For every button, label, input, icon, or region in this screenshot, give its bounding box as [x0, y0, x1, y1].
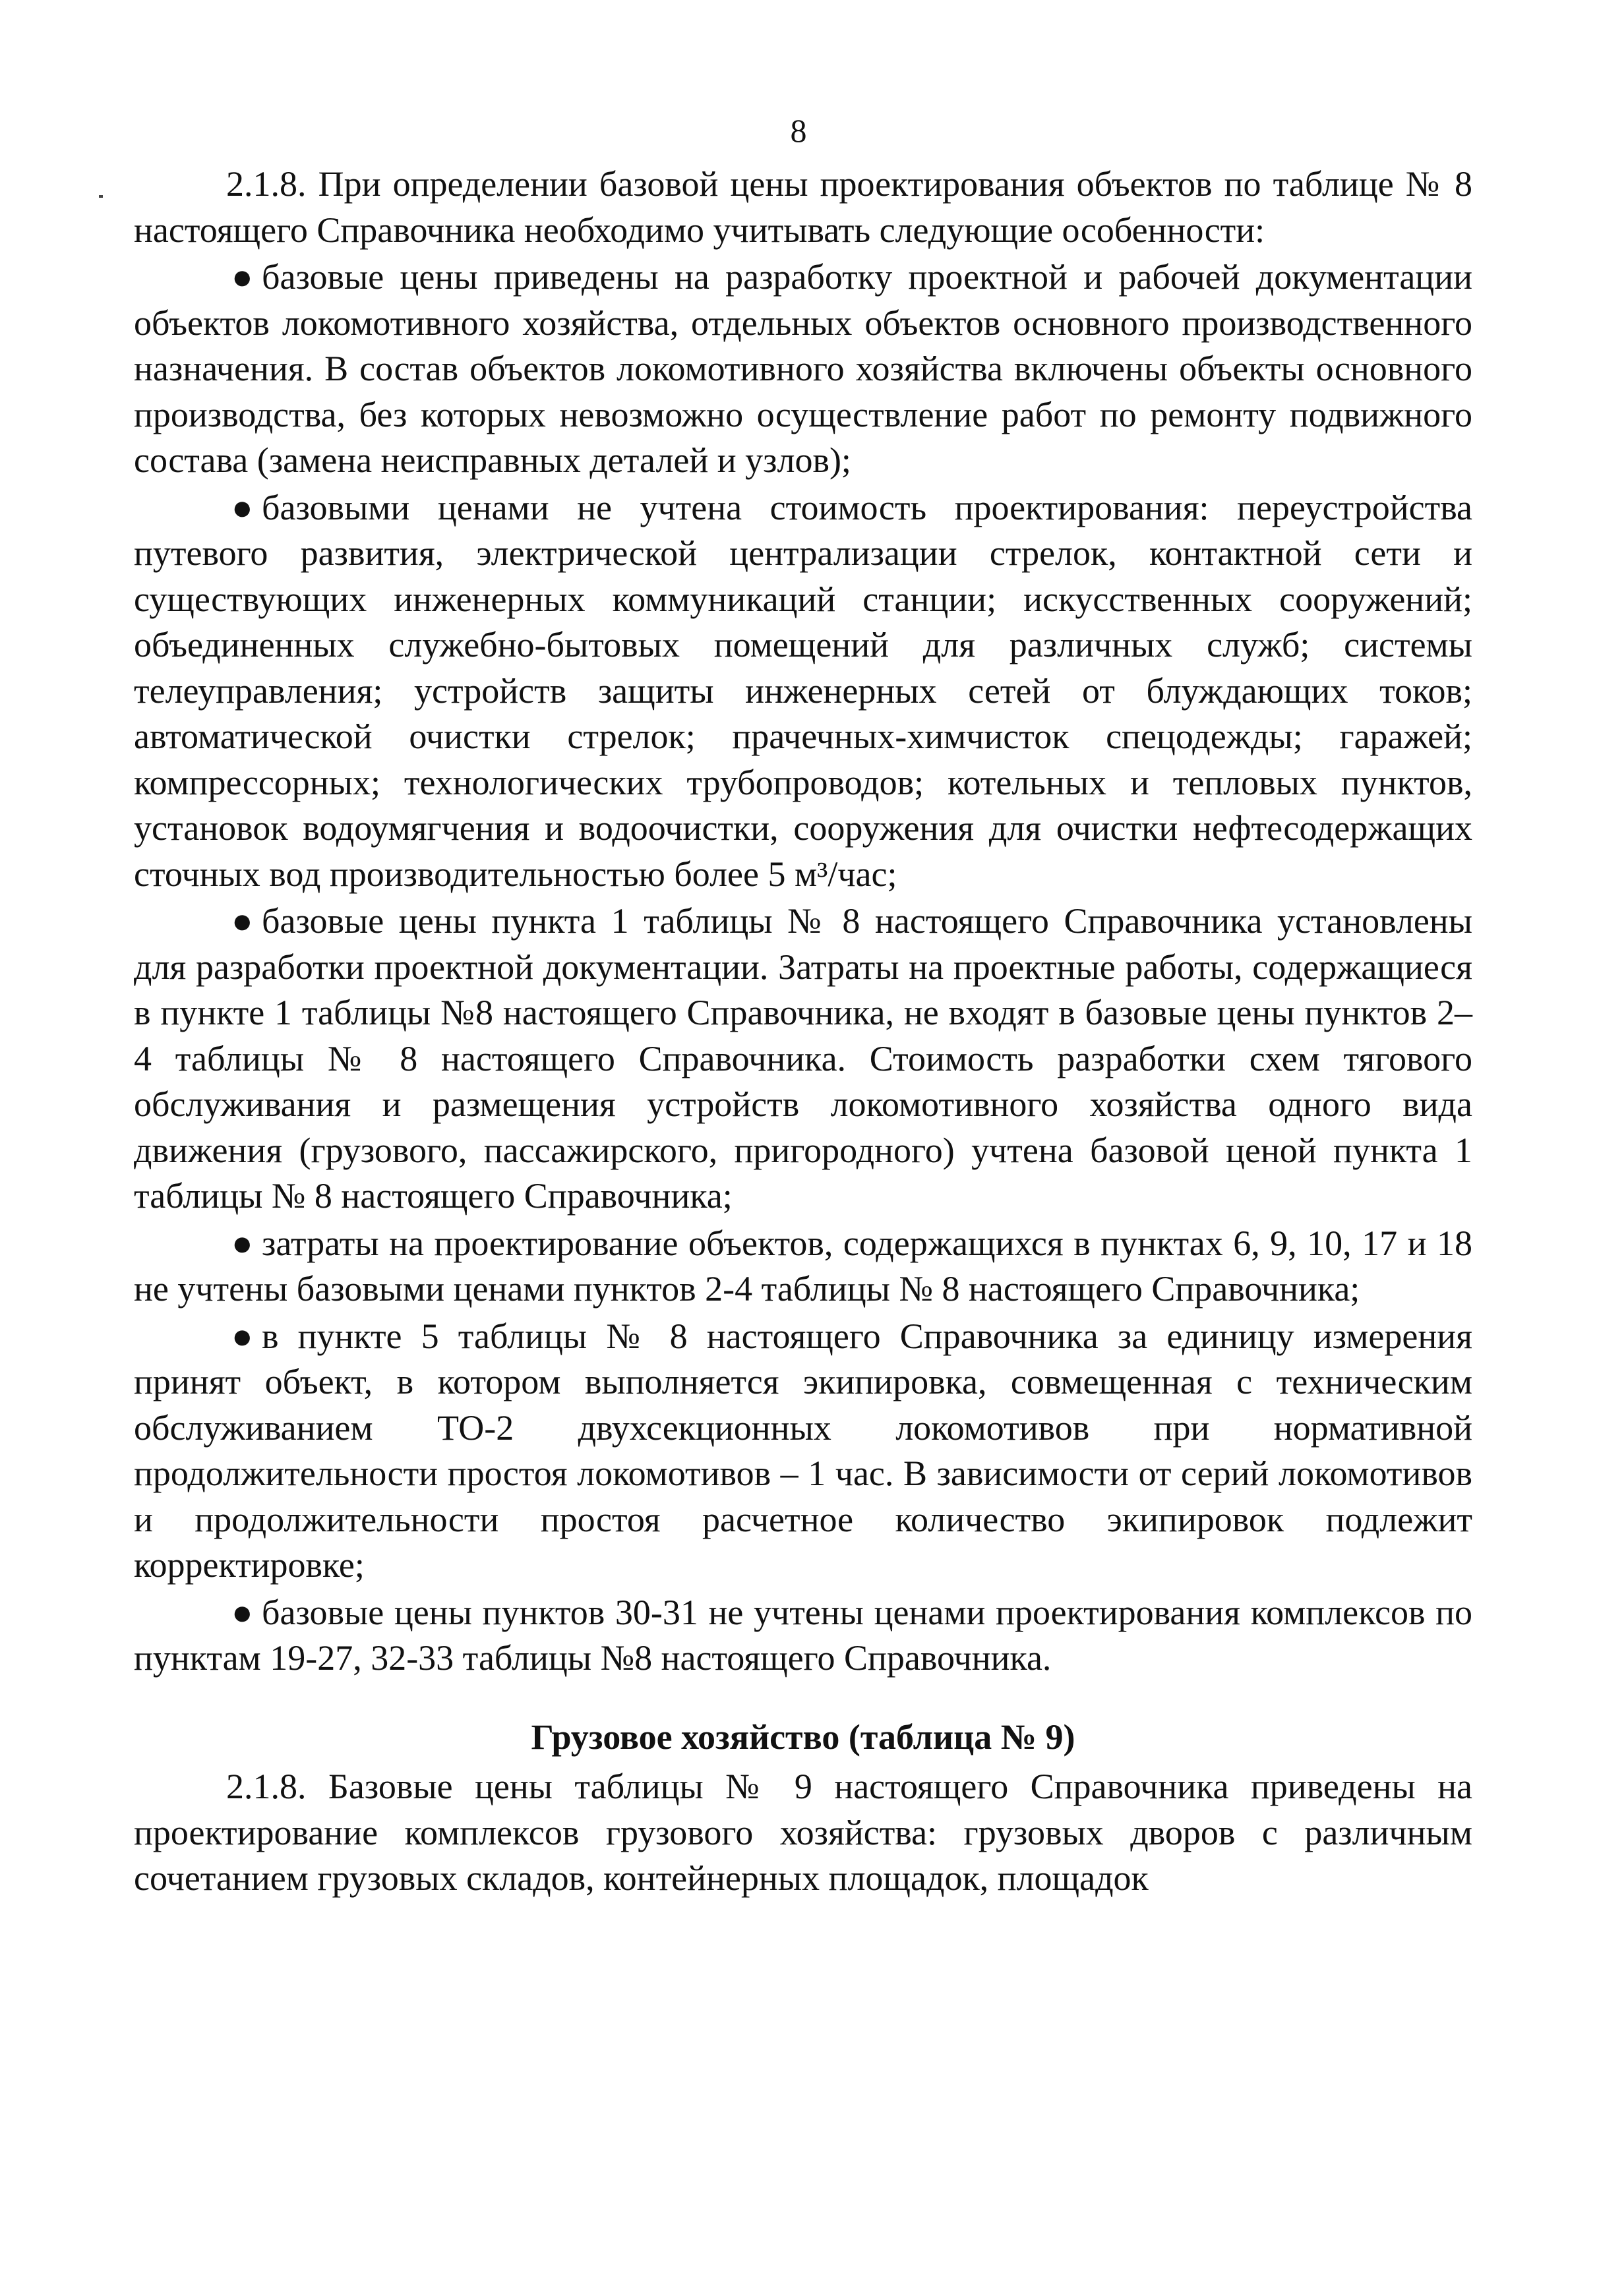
bullet-paragraph — [134, 1221, 1472, 1312]
bullet-paragraph — [134, 898, 1472, 1220]
bullet-paragraph — [134, 1590, 1472, 1682]
bullet-text: в пункте 5 таблицы № 8 настоящего Справочника за единицу измерения принят объект, в котором выполняется экипировка, совмещенная с техническим обслуживанием ТО-2 двухсекционных локомотивов при нормативной продолжительности простоя локомотивов – 1 час. В зависимости от серий локомотивов и продолжительности простоя расчетное количество экипировок подлежит корректировке; — [134, 1316, 1472, 1585]
scan-mark — [99, 195, 103, 198]
section-heading: Грузовое хозяйство (таблица № 9) — [531, 1717, 1075, 1757]
bullet-paragraph — [134, 254, 1472, 484]
bullet-icon: ● — [231, 1592, 253, 1632]
bullet-paragraph — [134, 1314, 1472, 1589]
bullet-icon: ● — [231, 487, 253, 527]
document-body — [134, 162, 1472, 1903]
bullet-paragraph — [134, 485, 1472, 898]
bullet-text: базовые цены пунктов 30-31 не учтены ценами проектирования комплексов по пунктам 19-27, 32-33 таблицы №8 настоящего Справочника. — [134, 1592, 1472, 1678]
paragraph-intro: 2.1.8. При определении базовой цены проектирования объектов по таблице № 8 настоящего Справочника необходимо учитывать следующие особенности: — [134, 164, 1472, 250]
bullet-text: базовые цены пункта 1 таблицы № 8 настоящего Справочника установлены для разработки проектной документации. Затраты на проектные работы, содержащиеся в пункте 1 таблицы №8 настоящего Справочника, не входят в базовые цены пунктов 2–4 таблицы № 8 настоящего Справочника. Стоимость разработки схем тягового обслуживания и размещения устройств локомотивного хозяйства одного вида движения (грузового, пассажирского, пригородного) учтена базовой ценой пункта 1 таблицы № 8 настоящего Справочника; — [134, 901, 1472, 1216]
bullet-icon: ● — [231, 1316, 253, 1356]
bullet-text: базовыми ценами не учтена стоимость проектирования: переустройства путевого развития, электрической централизации стрелок, контактной сети и существующих инженерных коммуникаций станции; искусственных сооружений; объединенных служебно-бытовых помещений для различных служб; системы телеуправления; устройств защиты инженерных сетей от блуждающих токов; автоматической очистки стрелок; прачечных-химчисток спецодежды; гаражей; компрессорных; технологических трубопроводов; котельных и тепловых пунктов, установок водоумягчения и водоочистки, сооружения для очистки нефтесодержащих сточных вод производительностью более 5 м³/час; — [134, 487, 1472, 894]
bullet-text: затраты на проектирование объектов, содержащихся в пунктах 6, 9, 10, 17 и 18 не учтены базовыми ценами пунктов 2-4 таблицы № 8 настоящего Справочника; — [134, 1223, 1472, 1309]
section-paragraph: 2.1.8. Базовые цены таблицы № 9 настоящего Справочника приведены на проектирование комплексов грузового хозяйства: грузовых дворов с различным сочетанием грузовых складов, контейнерных площадок, площадок — [134, 1767, 1472, 1898]
bullet-icon: ● — [231, 1223, 253, 1263]
page-number: 8 — [790, 112, 807, 149]
bullet-text: базовые цены приведены на разработку проектной и рабочей документации объектов локомотивного хозяйства, отдельных объектов основного производственного назначения. В состав объектов локомотивного хозяйства включены объекты основного производства, без которых невозможно осуществление работ по ремонту подвижного состава (замена неисправных деталей и узлов); — [134, 257, 1472, 480]
bullet-icon: ● — [231, 257, 253, 297]
bullet-icon: ● — [231, 901, 253, 941]
